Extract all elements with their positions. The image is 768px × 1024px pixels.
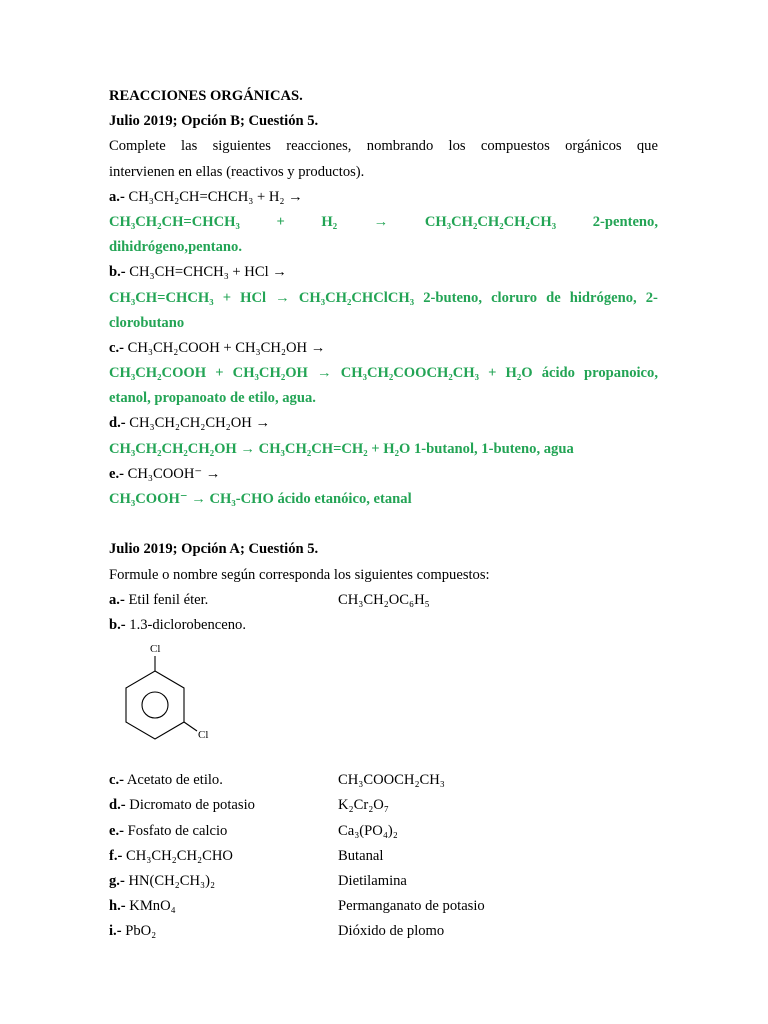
question-a (109, 185, 658, 210)
compound-row-c: c.- Acetato de etilo. CH₃COOCH₂CH₃ (109, 772, 445, 789)
spacer (109, 512, 658, 537)
question-c (109, 336, 658, 361)
answer-a-line1: CH₃CH₂CH=CHCH₃ + H₂ → CH₃CH₂CH₂CH₂CH₃ 2-penteno, (109, 213, 658, 230)
question-a-text: CH₃CH₂CH=CHCH₃ + H₂ → (128, 188, 303, 205)
answer-c-line2: etanol, propanoato de etilo, agua. (109, 390, 316, 407)
question-b (109, 260, 658, 285)
question-d-text: CH₃CH₂CH₂CH₂OH → (129, 415, 271, 432)
compound-row-f: f.- CH₃CH₂CH₂CHO Butanal (109, 847, 384, 864)
section2-intro: Formule o nombre según corresponda los siguientes compuestos: (109, 566, 490, 583)
compound-row-i: i.- PbO₂ Dióxido de plomo (109, 923, 445, 940)
question-c-label: c.- (109, 339, 124, 356)
section1-heading: Julio 2019; Opción B; Cuestión 5. (109, 113, 319, 130)
section1-intro-line2: intervienen en ellas (reactivos y productos). (109, 163, 365, 180)
question-d (109, 411, 658, 436)
dichlorobenzene-structure (109, 638, 658, 768)
section1-intro-line1: Complete las siguientes reacciones, nombrando los compuestos orgánicos que (109, 138, 658, 155)
question-b-label: b.- (109, 264, 126, 281)
document-page (109, 84, 658, 944)
section2-heading: Julio 2019; Opción A; Cuestión 5. (109, 541, 319, 558)
chloro-label-bottom: Cl (198, 729, 209, 742)
answer-b-line2: clorobutano (109, 314, 185, 331)
answer-c-line1: CH₃CH₂COOH + CH₃CH₂OH → CH₃CH₂COOCH₂CH₃ + H₂O ácido propanoico, (109, 365, 658, 382)
compound-row-e: e.- Fosfato de calcio Ca₃(PO₄)₂ (109, 822, 398, 839)
chloro-label-top: Cl (150, 643, 161, 656)
compound-row-d: d.- Dicromato de potasio K₂Cr₂O₇ (109, 797, 389, 814)
question-e-label: e.- (109, 465, 124, 482)
compound-row-h: h.- KMnO₄ Permanganato de potasio (109, 898, 485, 915)
answer-b-line1: CH₃CH=CHCH₃ + HCl → CH₃CH₂CHClCH₃ 2-buteno, cloruro de hidrógeno, 2- (109, 289, 658, 306)
benzene-ring-drawing (113, 640, 233, 765)
answer-a-line2: dihidrógeno,pentano. (109, 239, 242, 256)
question-e (109, 462, 658, 487)
document-title: REACCIONES ORGÁNICAS. (109, 88, 303, 104)
question-a-label: a.- (109, 188, 125, 205)
answer-d: CH₃CH₂CH₂CH₂OH → CH₃CH₂CH=CH₂ + H₂O 1-butanol, 1-buteno, agua (109, 440, 574, 457)
question-b-text: CH₃CH=CHCH₃ + HCl → (129, 264, 287, 281)
question-e-text: CH₃COOH⁻ → (127, 465, 221, 482)
compound-row-b: b.- 1.3-diclorobenceno. (109, 616, 246, 633)
question-c-text: CH₃CH₂COOH + CH₃CH₂OH → (127, 339, 326, 356)
answer-e: CH₃COOH⁻ → CH₃-CHO ácido etanóico, etanal (109, 491, 412, 507)
question-d-label: d.- (109, 415, 126, 432)
compound-row-a: a.- Etil fenil éter. CH₃CH₂OC₆H₅ (109, 591, 430, 608)
compound-row-g: g.- HN(CH₂CH₃)₂ Dietilamina (109, 872, 407, 889)
